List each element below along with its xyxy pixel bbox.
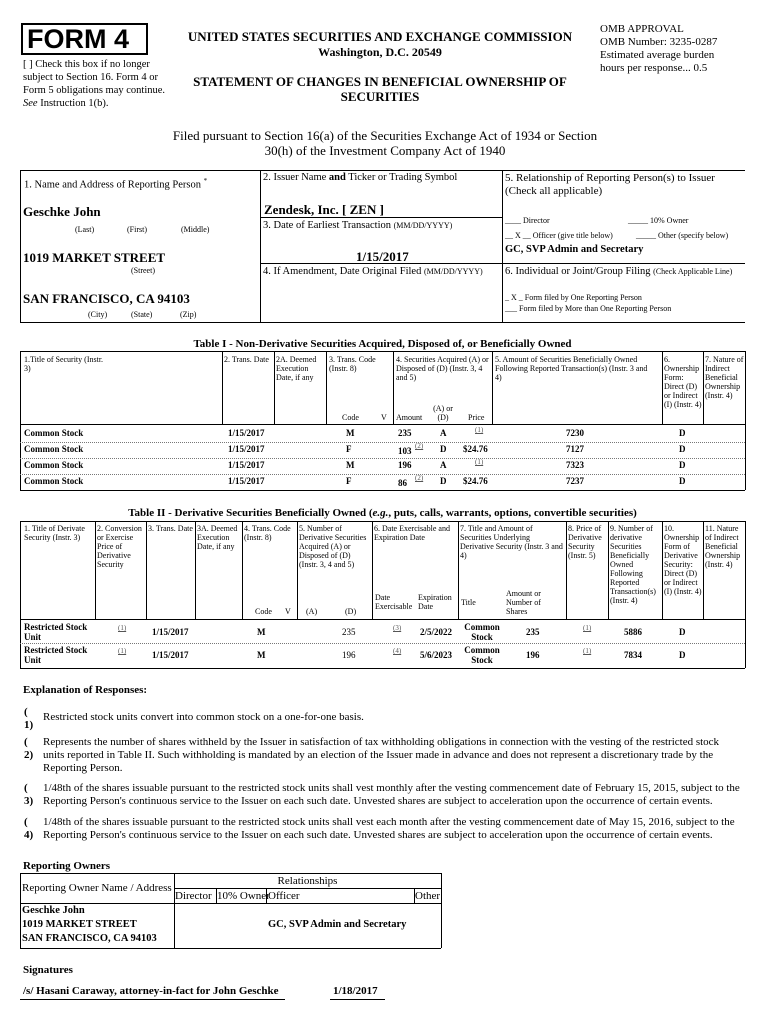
t1-amount: 103 [398,446,412,456]
omb-burden: Estimated average burden [600,49,715,61]
reporting-person-city: SAN FRANCISCO, CA 94103 [23,291,190,306]
t2-sub-v: V [285,607,291,616]
t2-owned: 5886 [624,627,642,637]
t2-h-form: 10. Ownership Form of Derivative Security: Direct (D) or Indirect (I) (Instr. 4) [664,524,702,596]
t2-disposed: 235 [342,627,356,637]
t1-h-deemed: 2A. Deemed Execution Date, if any [276,355,317,382]
t2-sub-exer: Date Exercisable [375,593,413,611]
owners-relationships: Relationships [277,875,338,887]
group-filer-option[interactable]: ___ Form filed by More than One Reporting Person [505,304,672,313]
t2-h-number: 5. Number of Derivative Securities Acquired (A) or Disposed of (D) (Instr. 3, 4 and 5) [299,524,367,569]
t2-underlying-title: Common Stock [464,622,500,642]
t1-sub-amount: Amount [396,413,423,422]
t2-h-deemed: 3A. Deemed Execution Date, if any [197,524,238,551]
t1-sub-price: Price [468,413,485,422]
statement-title: STATEMENT OF CHANGES IN BENEFICIAL OWNERSHIP OF SECURITIES [193,74,567,104]
signature: /s/ Hasani Caraway, attorney-in-fact for John Geschke [23,985,279,997]
t2-price: (1) [583,624,592,632]
box5-label: 5. Relationship of Reporting Person(s) to Issuer (Check all applicable) [505,172,715,197]
no-longer-subject-note: [ ] Check this box if no longer subject to Section 16. Form 4 or Form 5 obligations may continue. See Instruction 1(b). [23,59,166,109]
t2-h-date: 3. Trans. Date [148,524,193,533]
issuer-name: Zendesk, Inc. [ ZEN ] [264,202,384,217]
owners-col-10pct: 10% Owner [217,890,270,902]
form-title: FORM 4 [27,24,130,54]
t1-security-title: Common Stock [24,428,84,438]
explanation-title: Explanation of Responses: [23,684,148,696]
box1-label: 1. Name and Address of Reporting Person * [24,177,208,191]
signatures-title: Signatures [23,964,73,976]
other-checkbox[interactable]: _____ Other (specify below) [636,231,729,240]
note-text: 1/48th of the shares issuable pursuant to the restricted stock units shall vest monthly after the vesting commencement date of February 15, 2015, subject to the Reporting Person's continuous service to the Issuer on each such date. Unvested shares are subject to acceleration upon the occurrence of certain events. [43,782,740,807]
t2-date-exercisable: (3) [393,624,402,632]
note-number: ( 2) [24,736,34,761]
t1-trans-code: M [346,460,355,470]
omb-hours: hours per response... 0.5 [600,62,708,74]
note-number: ( 4) [24,816,34,841]
owner-street: 1019 MARKET STREET [22,919,137,930]
single-filer-option[interactable]: _ X _ Form filed by One Reporting Person [505,293,642,302]
t1-trans-date: 1/15/2017 [228,444,265,454]
t2-h-price: 8. Price of Derivative Security (Instr. 5) [568,524,602,560]
city-label: (City) [88,310,108,319]
t1-trans-date: 1/15/2017 [228,428,265,438]
t1-trans-date: 1/15/2017 [228,476,265,486]
owner-officer-title: GC, SVP Admin and Secretary [268,919,407,930]
t1-trans-code: F [346,444,352,454]
t2-h-owned: 9. Number of derivative Securities Beneficially Owned Following Reported Transaction(s) (Instr. 4) [610,524,656,605]
last-label: (Last) [75,225,95,234]
t2-owned: 7834 [624,650,642,660]
t2-sub-amt: Amount or Number of Shares [506,589,541,616]
t2-sub-a: (A) [306,607,318,616]
officer-title: GC, SVP Admin and Secretary [505,244,644,255]
t2-underlying-title: Common Stock [464,645,500,665]
t1-h-acquired: 4. Securities Acquired (A) or Disposed of (D) (Instr. 3, 4 and 5) [396,355,489,382]
table2-title: Table II - Derivative Securities Beneficially Owned (e.g., puts, calls, warrants, options, convertible securities) [128,507,637,519]
t2-trans-code: M [257,650,266,660]
t1-trans-code: M [346,428,355,438]
reporting-person-name: Geschke John [23,204,101,219]
t2-conversion-price: (1) [118,624,127,632]
filed-pursuant: Filed pursuant to Section 16(a) of the Securities Exchange Act of 1934 or Section 30(h) of the Investment Company Act of 1940 [172,128,598,158]
t2-conversion-price: (1) [118,647,127,655]
note-text: Represents the number of shares withheld by the Issuer in satisfaction of tax withholding obligations in connection with the vesting of the restricted stock units reported in Table II. Such withholding is mandated by an election of the Issuer made in advance and does not represent a discretionary trade by the Reporting Person. [43,736,720,774]
reporting-person-street: 1019 MARKET STREET [23,250,166,265]
t1-h-code: 3. Trans. Code (Instr. 8) [329,355,376,373]
t1-form: D [679,444,686,454]
box2-label: 2. Issuer Name and Ticker or Trading Symbol [263,172,458,183]
t1-aord: A [440,460,447,470]
t1-amount: 196 [398,460,412,470]
t1-security-title: Common Stock [24,444,84,454]
agency-name: UNITED STATES SECURITIES AND EXCHANGE COMMISSION [187,29,573,44]
t2-disposed: 196 [342,650,356,660]
t2-security-title: Restricted Stock Unit [24,622,88,642]
t2-expiration-date: 2/5/2022 [420,627,453,637]
t1-owned: 7127 [566,444,584,454]
t2-trans-code: M [257,627,266,637]
t1-sub-aord: (A) or (D) [433,404,453,422]
t1-h-title: 1.Title of Security (Instr. 3) [24,355,104,373]
t1-security-title: Common Stock [24,460,84,470]
ten-pct-owner-checkbox[interactable]: _____ 10% Owner [628,216,689,225]
t2-expiration-date: 5/6/2023 [420,650,453,660]
t1-h-form: 6. Ownership Form: Direct (D) or Indirect (I) (Instr. 4) [664,355,702,409]
t1-h-nature: 7. Nature of Indirect Beneficial Ownership (Instr. 4) [705,355,744,400]
t2-h-exercisable: 6. Date Exercisable and Expiration Date [374,524,450,542]
owners-col-name: Reporting Owner Name / Address [22,882,172,894]
middle-label: (Middle) [181,225,210,234]
officer-checkbox[interactable]: __ X __ Officer (give title below) [505,231,613,240]
street-label: (Street) [131,266,155,275]
box3-label: 3. Date of Earliest Transaction (MM/DD/YYYY) [263,220,453,231]
t2-h-underlying: 7. Title and Amount of Securities Underlying Derivative Security (Instr. 3 and 4) [460,524,563,560]
owners-col-officer: Officer [268,890,300,902]
t1-owned: 7230 [566,428,584,438]
table1-title: Table I - Non-Derivative Securities Acquired, Disposed of, or Beneficially Owned [193,338,572,350]
director-checkbox[interactable]: ____ Director [505,216,550,225]
t1-owned: 7237 [566,476,584,486]
signature-date: 1/18/2017 [333,985,378,997]
t2-security-title: Restricted Stock Unit [24,645,88,665]
t2-sub-title: Title [461,598,476,607]
t1-amount-footnote: (2) [415,442,424,450]
t2-trans-date: 1/15/2017 [152,627,189,637]
t1-price: $24.76 [463,444,488,454]
t1-h-date: 2. Trans. Date [224,355,269,364]
t1-owned: 7323 [566,460,584,470]
t1-price: $24.76 [463,476,488,486]
state-label: (State) [131,310,153,319]
note-number: ( 3) [24,782,34,807]
t1-sub-code: Code [342,413,359,422]
owners-col-director: Director [175,890,212,902]
t1-aord: D [440,476,447,486]
t2-h-nature: 11. Nature of Indirect Beneficial Ownership (Instr. 4) [705,524,741,569]
t1-security-title: Common Stock [24,476,84,486]
t2-form: D [679,627,686,637]
first-label: (First) [127,225,147,234]
t1-aord: D [440,444,447,454]
box4-label: 4. If Amendment, Date Original Filed (MM/DD/YYYY) [263,266,483,277]
t2-price: (1) [583,647,592,655]
t1-amount-footnote: (2) [415,474,424,482]
note-text: 1/48th of the shares issuable pursuant to the restricted stock units shall vest each month after the vesting commencement date of May 15, 2016, subject to the Reporting Person's continuous service to the Issuer on each such date. Unvested shares are subject to acceleration upon the occurrence of certain events. [43,816,735,841]
note-text: Restricted stock units convert into common stock on a one-for-one basis. [43,711,364,723]
t1-form: D [679,428,686,438]
t1-amount: 235 [398,428,412,438]
t2-sub-exp: Expiration Date [418,593,452,611]
zip-label: (Zip) [180,310,197,319]
t2-trans-date: 1/15/2017 [152,650,189,660]
t1-amount: 86 [398,478,407,488]
owner-name: Geschke John [22,905,85,916]
form-title-box [21,23,148,55]
omb-box [600,23,760,75]
t2-underlying-amount: 196 [526,650,540,660]
t2-h-conv: 2. Conversion or Exercise Price of Derivative Security [97,524,142,569]
t2-sub-d: (D) [345,607,357,616]
t1-price: (1) [475,426,484,434]
t2-form: D [679,650,686,660]
earliest-transaction-date: 1/15/2017 [356,249,409,264]
t1-trans-code: F [346,476,352,486]
t1-h-owned: 5. Amount of Securities Beneficially Owned Following Reported Transaction(s) (Instr. 3 and 4) [495,355,648,382]
omb-approval: OMB APPROVAL [600,23,684,35]
t2-h-code: 4. Trans. Code (Instr. 8) [244,524,291,542]
t2-date-exercisable: (4) [393,647,402,655]
box6-label: 6. Individual or Joint/Group Filing (Check Applicable Line) [505,266,733,277]
t2-underlying-amount: 235 [526,627,540,637]
t1-aord: A [440,428,447,438]
note-number: ( 1) [24,706,34,731]
t1-form: D [679,476,686,486]
t2-sub-code: Code [255,607,272,616]
omb-number: OMB Number: 3235-0287 [600,36,718,48]
owner-city: SAN FRANCISCO, CA 94103 [22,933,157,944]
t1-price: (1) [475,458,484,466]
agency-city: Washington, D.C. 20549 [318,45,442,59]
owners-title: Reporting Owners [23,860,111,872]
owners-col-other: Other [415,890,441,902]
t1-sub-v: V [381,413,387,422]
t2-h-title: 1. Title of Derivate Security (Instr. 3) [24,524,85,542]
t1-form: D [679,460,686,470]
t1-trans-date: 1/15/2017 [228,460,265,470]
